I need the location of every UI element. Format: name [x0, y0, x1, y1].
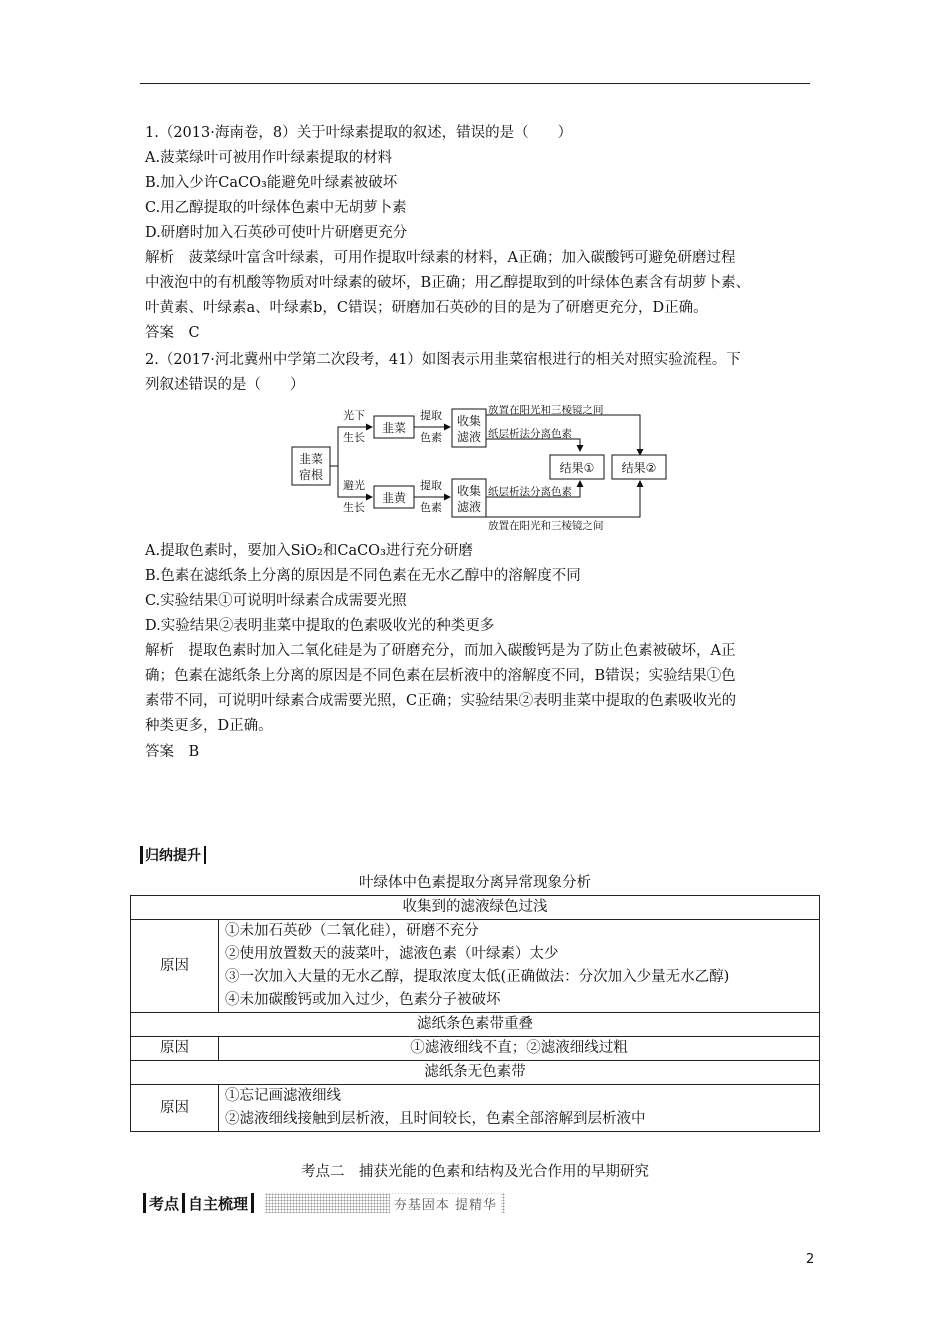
result1: 结果①	[559, 461, 595, 475]
upper-condition: 生长	[343, 431, 365, 444]
kaodian-banner-note: 夯基固本 提精华	[390, 1194, 501, 1213]
extract-label: 提取	[420, 409, 442, 422]
q2-analysis-line: 解析 提取色素时加入二氧化硅是为了研磨充分，而加入碳酸钙是为了防止色素被破坏，A正	[145, 643, 736, 659]
kaodian-title: 考点二 捕获光能的色素和结构及光合作用的早期研究	[301, 1164, 649, 1180]
cause-label: 原因	[131, 1085, 219, 1132]
cause-list	[219, 1085, 820, 1132]
q1-answer: 答案 C	[145, 325, 200, 341]
collect-label: 收集	[456, 484, 482, 498]
lower-condition: 生长	[343, 501, 365, 514]
place-label: 放置在阳光和三棱镜之间	[488, 520, 604, 530]
q2-stem-line: 列叙述错误的是（ ）	[145, 377, 305, 393]
q2-analysis-line: 素带不同，可说明叶绿素合成需要光照，C正确；实验结果②表明韭菜中提取的色素吸收光的	[145, 693, 737, 709]
extract-label: 提取	[420, 479, 442, 492]
q2-answer: 答案 B	[145, 744, 200, 760]
q2-option-a: A.提取色素时，要加入SiO₂和CaCO₃进行充分研磨	[145, 543, 473, 559]
place-label: 放置在阳光和三棱镜之间	[488, 405, 604, 416]
table-row	[131, 1061, 820, 1085]
root-label: 宿根	[298, 468, 324, 482]
list-item: ②滤液细线接触到层析液，且时间较长，色素全部溶解到层析液中	[225, 1111, 646, 1127]
q1-option-d: D.研磨时加入石英砂可使叶片研磨更充分	[145, 225, 408, 241]
list-item: ④未加碳酸钙或加入过少，色素分子被破坏	[225, 992, 501, 1008]
upper-plant: 韭菜	[381, 421, 407, 435]
q2-option-d: D.实验结果②表明韭菜中提取的色素吸收光的种类更多	[145, 618, 495, 634]
q1-analysis-line: 解析 菠菜绿叶富含叶绿素，可用作提取叶绿素的材料，A正确；加入碳酸钙可避免研磨过程	[145, 250, 736, 266]
collect-label: 滤液	[456, 430, 482, 444]
kaodian-banner-a: 考点	[149, 1194, 180, 1213]
q1-option-c: C.用乙醇提取的叶绿体色素中无胡萝卜素	[145, 200, 407, 216]
extract-label: 色素	[420, 501, 442, 514]
kaodian-banner	[140, 1190, 505, 1216]
collect-label: 收集	[456, 414, 482, 428]
list-item: ①忘记画滤液细线	[225, 1088, 341, 1104]
q1-analysis-line: 叶黄素、叶绿素a、叶绿素b，C错误；研磨加石英砂的目的是为了研磨更充分，D正确。	[145, 300, 708, 316]
collect-label: 滤液	[456, 500, 482, 514]
separate-label: 纸层析法分离色素	[488, 428, 572, 440]
list-item: ①未加石英砂（二氧化硅），研磨不充分	[225, 923, 479, 939]
list-item: ②使用放置数天的菠菜叶，滤液色素（叶绿素）太少	[225, 946, 559, 962]
summary-tag	[140, 844, 206, 866]
lower-condition: 避光	[343, 479, 365, 492]
table-row	[131, 1037, 820, 1061]
q1-analysis-line: 中液泡中的有机酸等物质对叶绿素的破坏，B正确；用乙醇提取到的叶绿体色素含有胡萝卜素、	[145, 275, 751, 291]
kaodian-banner-b: 自主梳理	[188, 1194, 249, 1213]
q2-analysis-line: 确；色素在滤纸条上分离的原因是不同色素在层析液中的溶解度不同，B错误；实验结果①色	[145, 668, 736, 684]
list-item: ①滤液细线不直；②滤液细线过粗	[219, 1037, 820, 1061]
list-item: ③一次加入大量的无水乙醇，提取浓度太低(正确做法：分次加入少量无水乙醇)	[225, 969, 730, 985]
banner-dotted-strip	[265, 1193, 505, 1213]
q2-option-b: B.色素在滤纸条上分离的原因是不同色素在无水乙醇中的溶解度不同	[145, 568, 581, 584]
header-rule	[140, 83, 810, 84]
table-row	[131, 896, 820, 920]
result2: 结果②	[621, 461, 657, 475]
q1-option-a: A.菠菜绿叶可被用作叶绿素提取的材料	[145, 150, 393, 166]
q1-option-b: B.加入少许CaCO₃能避免叶绿素被破坏	[145, 175, 398, 191]
cause-list	[219, 920, 820, 1013]
separate-label: 纸层析法分离色素	[488, 486, 572, 498]
section-heading: 滤纸条色素带重叠	[131, 1013, 820, 1037]
section-heading: 收集到的滤液绿色过浅	[131, 896, 820, 920]
summary-table	[130, 895, 820, 1132]
cause-label: 原因	[131, 1037, 219, 1061]
q2-option-c: C.实验结果①可说明叶绿素合成需要光照	[145, 593, 407, 609]
experiment-flow-diagram	[290, 405, 670, 530]
cause-label: 原因	[131, 920, 219, 1013]
table-row	[131, 1085, 820, 1132]
page-number: 2	[806, 1252, 815, 1267]
table-row	[131, 1013, 820, 1037]
q1-stem: 1.（2013·海南卷，8）关于叶绿素提取的叙述，错误的是（ ）	[145, 125, 573, 141]
table-row	[131, 920, 820, 1013]
q2-analysis-line: 种类更多，D正确。	[145, 718, 273, 734]
summary-tag-label: 归纳提升	[145, 848, 201, 864]
upper-condition: 光下	[343, 409, 365, 422]
lower-plant: 韭黄	[381, 491, 407, 505]
summary-title: 叶绿体中色素提取分离异常现象分析	[359, 875, 591, 891]
root-label: 韭菜	[298, 452, 324, 466]
section-heading: 滤纸条无色素带	[131, 1061, 820, 1085]
q2-stem-line: 2.（2017·河北冀州中学第二次段考，41）如图表示用韭菜宿根进行的相关对照实验流程。下	[145, 352, 741, 368]
extract-label: 色素	[420, 431, 442, 444]
